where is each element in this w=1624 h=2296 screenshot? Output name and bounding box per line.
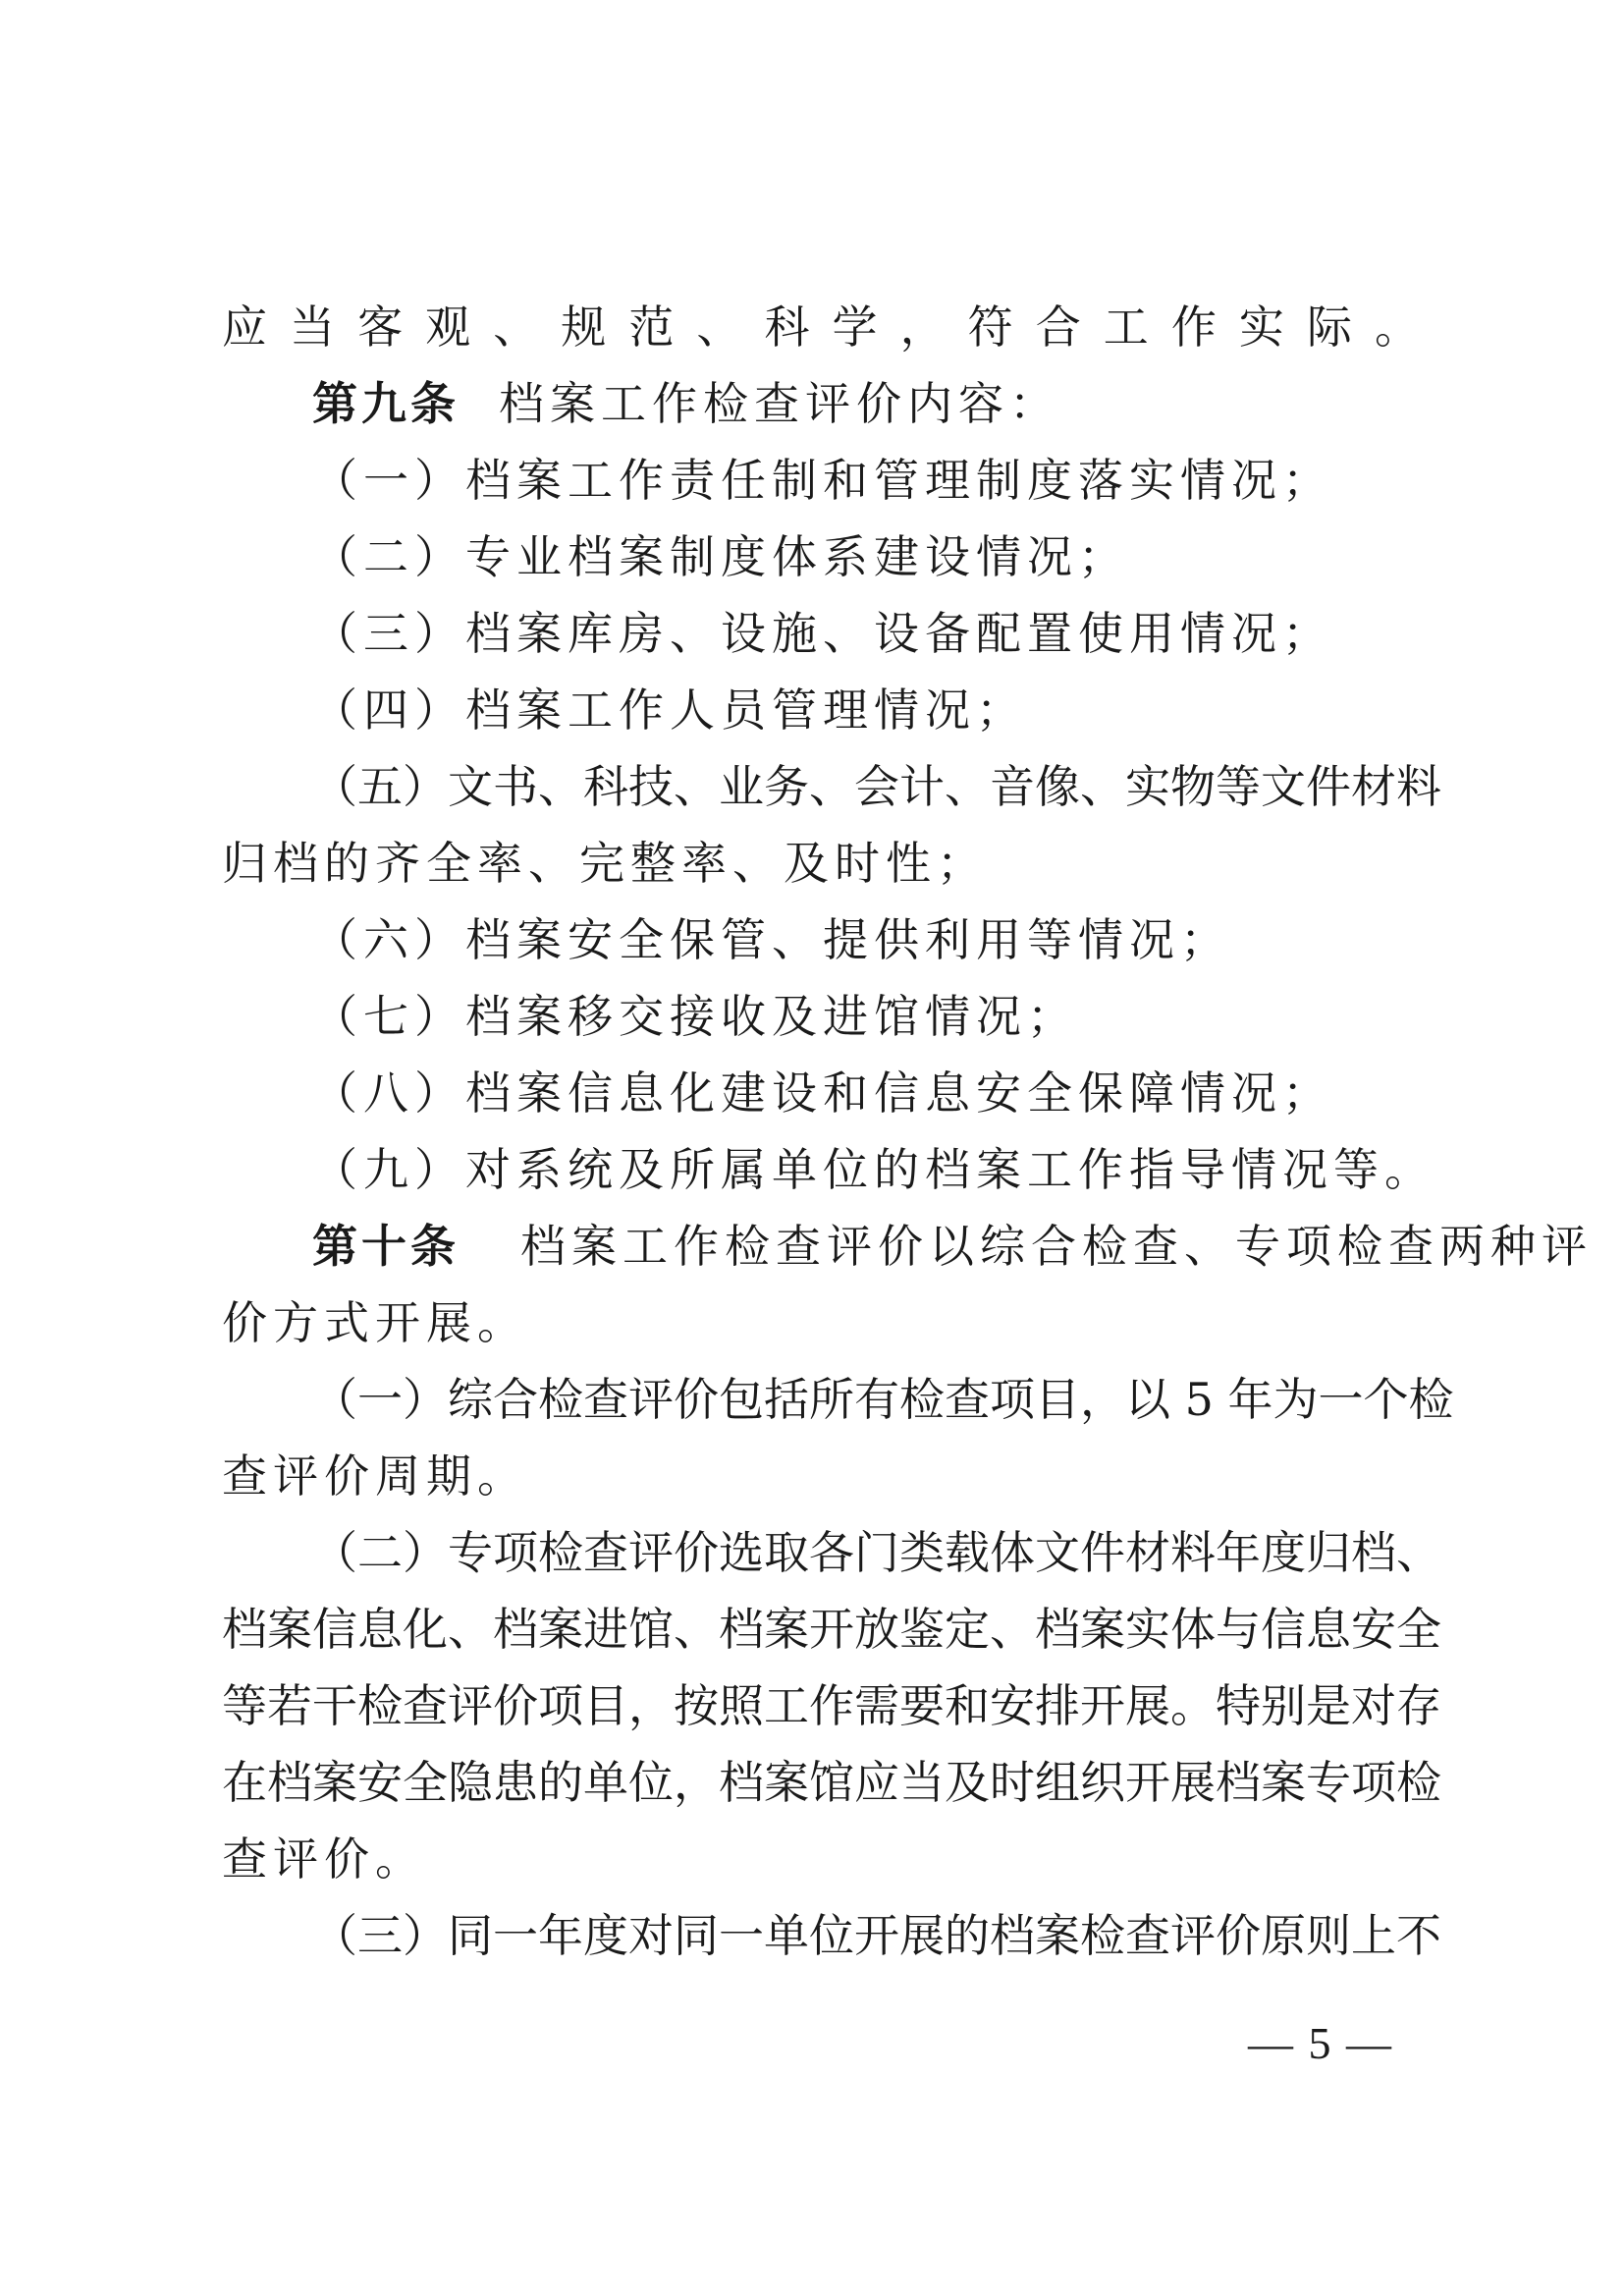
list-item-continuation: 等若干检查评价项目，按照工作需要和安排开展。特别是对存: [222, 1679, 1441, 1732]
article-9-line: [312, 375, 1420, 432]
list-item-continuation: 查评价周期。: [222, 1449, 528, 1503]
list-item: （七）档案移交接收及进馆情况；: [312, 990, 1078, 1043]
list-item: （一）档案工作责任制和管理制度落实情况；: [312, 454, 1333, 507]
paragraph-line: 应当客观、规范、科学，符合工作实际。: [222, 301, 1420, 354]
list-item: （五）文书、科技、业务、会计、音像、实物等文件材料: [312, 760, 1441, 813]
list-item: （六）档案安全保管、提供利用等情况；: [312, 913, 1231, 966]
list-item-continuation: 在档案安全隐患的单位，档案馆应当及时组织开展档案专项检: [222, 1756, 1441, 1809]
paragraph-continuation: 价方式开展。: [222, 1296, 528, 1349]
list-item: （八）档案信息化建设和信息安全保障情况；: [312, 1066, 1333, 1120]
list-item: （三）同一年度对同一单位开展的档案检查评价原则上不: [312, 1909, 1441, 1962]
list-item: （一）综合检查评价包括所有检查项目，以 5 年为一个检: [312, 1373, 1454, 1426]
article-9-heading: 第九条: [312, 377, 460, 430]
list-item: （四）档案工作人员管理情况；: [312, 683, 1027, 737]
article-10-text: 档案工作检查评价以综合检查、专项检查两种评: [520, 1220, 1593, 1273]
page-number: — 5 —: [1248, 2018, 1393, 2068]
article-9-text: 档案工作检查评价内容：: [499, 377, 1060, 430]
list-item-continuation: 查评价。: [222, 1832, 426, 1886]
list-item: （九）对系统及所属单位的档案工作指导情况等。: [312, 1143, 1435, 1196]
list-item-continuation: 归档的齐全率、完整率、及时性；: [222, 837, 988, 890]
list-item: （二）专业档案制度体系建设情况；: [312, 530, 1129, 583]
list-item-continuation: 档案信息化、档案进馆、档案开放鉴定、档案实体与信息安全: [222, 1603, 1441, 1656]
list-item: （三）档案库房、设施、设备配置使用情况；: [312, 607, 1333, 660]
article-10-line: [312, 1218, 1593, 1275]
article-10-heading: 第十条: [312, 1220, 460, 1273]
list-item: （二）专项检查评价选取各门类载体文件材料年度归档、: [312, 1526, 1441, 1579]
